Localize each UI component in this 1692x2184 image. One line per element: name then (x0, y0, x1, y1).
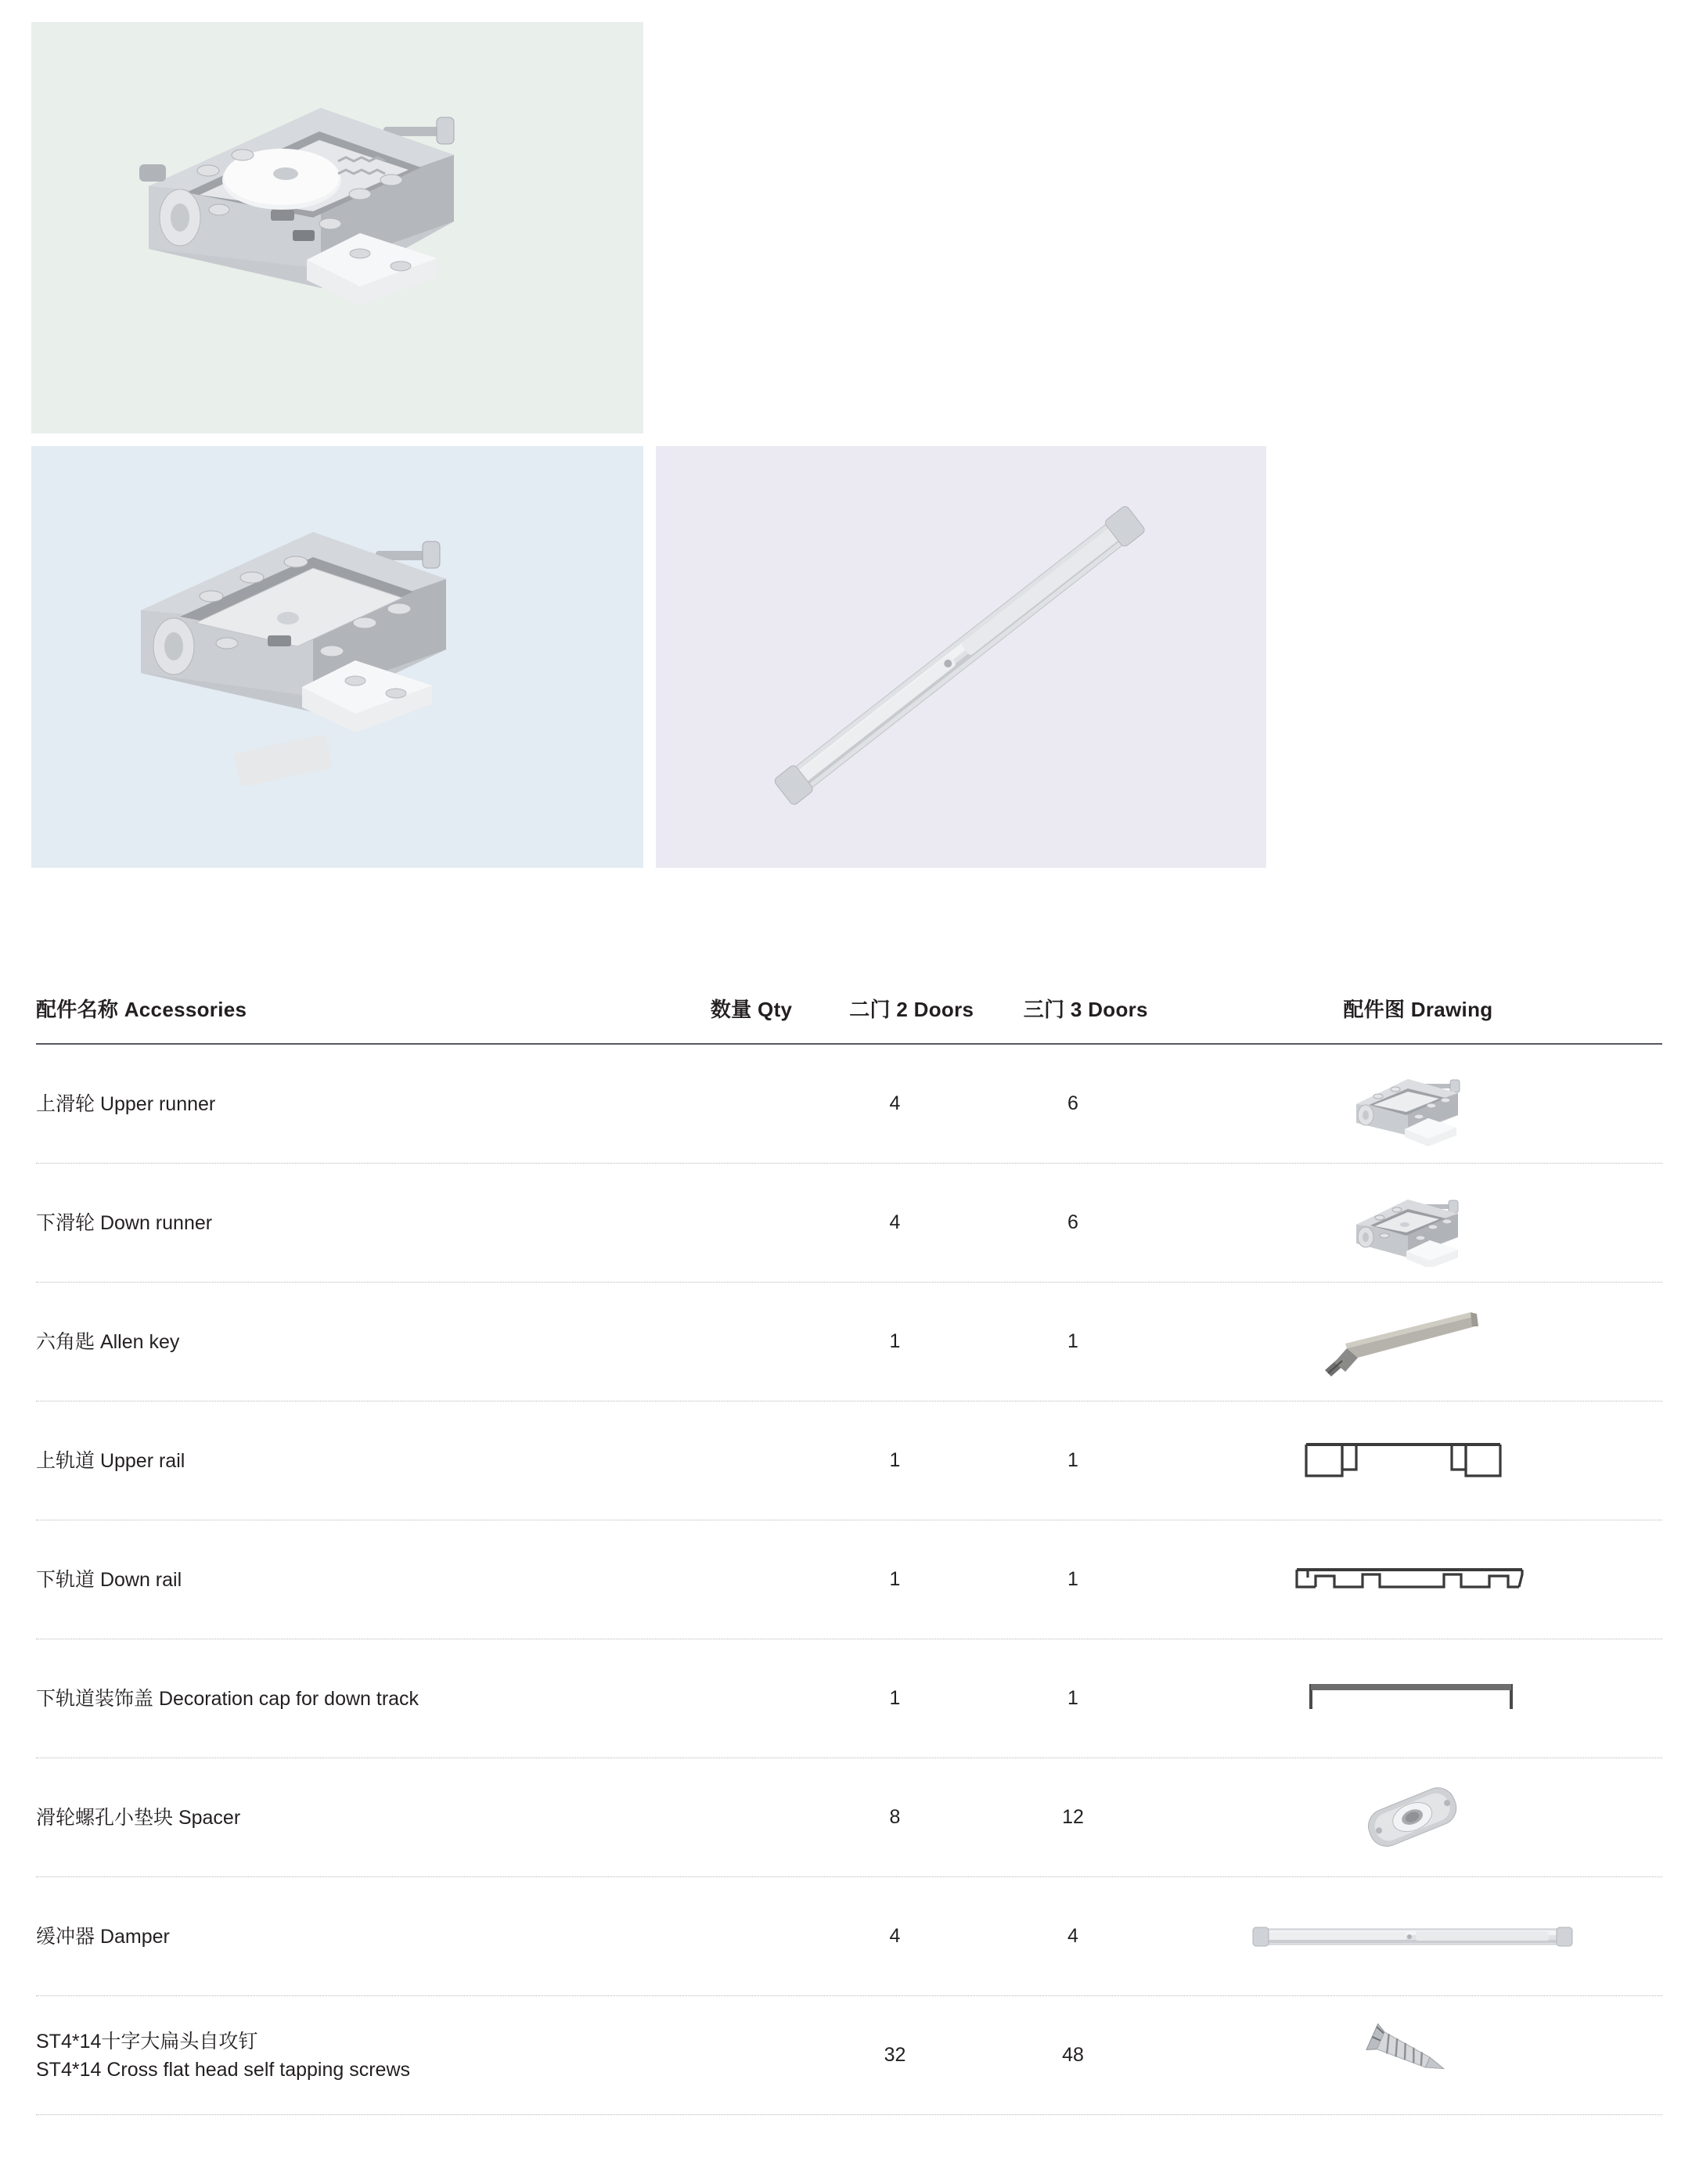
spacer-drawing (1163, 1776, 1662, 1859)
row-3-doors: 48 (1062, 2044, 1084, 2066)
table-row (36, 1639, 1662, 1758)
table-row (36, 1283, 1662, 1401)
row-name: 上轨道 Upper rail (36, 1449, 185, 1472)
header-accessories: 配件名称 Accessories (36, 998, 247, 1021)
down-runner-drawing (1163, 1179, 1662, 1267)
table-row (36, 1877, 1662, 1996)
row-2-doors: 4 (889, 1211, 901, 1233)
screw-drawing (1163, 2020, 1662, 2091)
table-header-row (36, 994, 1662, 1045)
table-row (36, 1164, 1662, 1283)
row-2-doors: 1 (889, 1687, 901, 1709)
row-name-line1: ST4*14十字大扁头自攻钉 (36, 2030, 258, 2053)
row-2-doors: 4 (889, 1925, 901, 1947)
row-name: 滑轮螺孔小垫块 Spacer (36, 1806, 241, 1829)
table-row (36, 1520, 1662, 1639)
row-2-doors: 1 (889, 1449, 901, 1471)
table-row (36, 1045, 1662, 1164)
down-rail-drawing (1163, 1551, 1662, 1609)
row-name: 下滑轮 Down runner (36, 1211, 213, 1234)
upper-rail-drawing (1163, 1432, 1662, 1490)
damper-photo (656, 446, 1266, 868)
product-photo-gallery (0, 0, 1692, 876)
down-runner-photo (31, 446, 643, 868)
row-3-doors: 12 (1062, 1806, 1084, 1828)
row-name: 上滑轮 Upper runner (36, 1092, 216, 1115)
header-2-doors: 二门 2 Doors (849, 998, 974, 1021)
header-qty: 数量 Qty (710, 998, 793, 1021)
header-drawing: 配件图 Drawing (1343, 998, 1493, 1021)
row-3-doors: 1 (1067, 1330, 1078, 1352)
table-row (36, 1758, 1662, 1877)
header-3-doors: 三门 3 Doors (1023, 998, 1148, 1021)
row-name: 缓冲器 Damper (36, 1925, 170, 1948)
row-3-doors: 1 (1067, 1687, 1078, 1709)
row-3-doors: 6 (1067, 1092, 1078, 1114)
decoration-cap-drawing (1163, 1673, 1662, 1725)
row-2-doors: 4 (889, 1092, 901, 1114)
upper-runner-drawing (1163, 1060, 1662, 1148)
row-name: 下轨道 Down rail (36, 1568, 182, 1591)
row-2-doors: 32 (884, 2044, 906, 2066)
row-2-doors: 1 (889, 1568, 901, 1590)
row-3-doors: 4 (1067, 1925, 1078, 1947)
row-name-line2: ST4*14 Cross flat head self tapping screws (36, 2058, 411, 2081)
upper-runner-photo (31, 22, 643, 434)
row-name (36, 2027, 689, 2084)
table-row (36, 1996, 1662, 2115)
allen-key-drawing (1163, 1303, 1662, 1381)
row-name: 下轨道装饰盖 Decoration cap for down track (36, 1687, 419, 1710)
row-3-doors: 1 (1067, 1449, 1078, 1471)
row-2-doors: 1 (889, 1330, 901, 1352)
row-2-doors: 8 (889, 1806, 901, 1828)
row-name: 六角匙 Allen key (36, 1330, 180, 1353)
table-row (36, 1401, 1662, 1520)
accessories-table (36, 994, 1662, 2115)
damper-drawing (1163, 1913, 1662, 1960)
row-3-doors: 1 (1067, 1568, 1078, 1590)
row-3-doors: 6 (1067, 1211, 1078, 1233)
